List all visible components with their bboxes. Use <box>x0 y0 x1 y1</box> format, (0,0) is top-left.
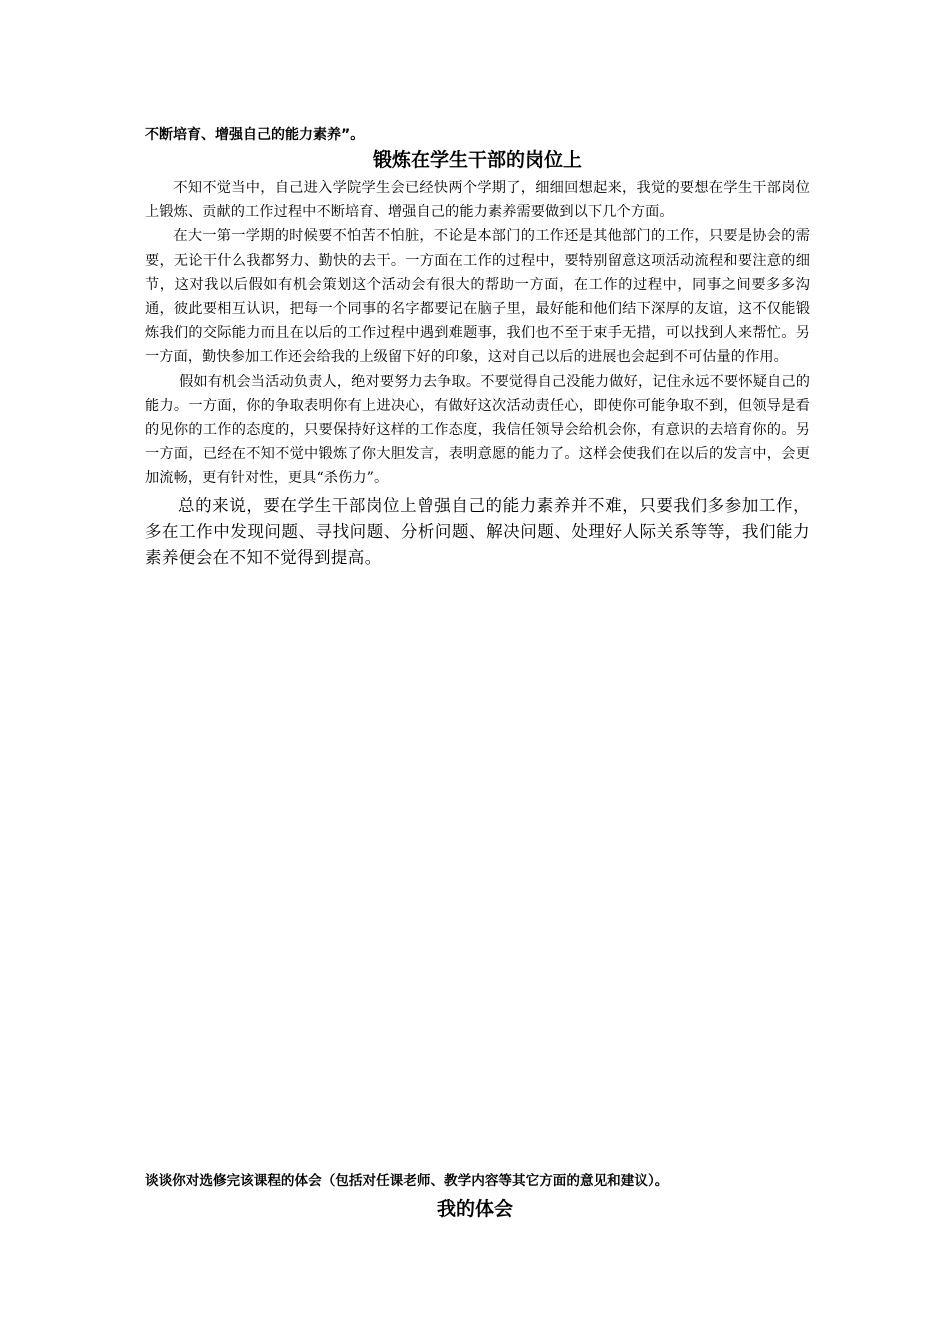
essay-section <box>145 124 810 571</box>
section-title: 锻炼在学生干部的岗位上 <box>372 149 582 171</box>
paragraph-3: 假如有机会当活动负责人，绝对要努力去争取。不要觉得自己没能力做好，记住永远不要怀疑自己的能力。一方面，你的争取表明你有上进决心，有做好这次活动责任心，即使你可能争取不到，但领导是看的见你的工作的态度的，只要保持好这样的工作态度，我信任领导会给机会你，有意识的去培育你的。另一方面，已经在不知不觉中锻炼了你大胆发言，表明意愿的能力了。这样会使我们在以后的发言中，会更加流畅，更有针对性，更具“杀伤力”。 <box>145 373 810 487</box>
reflection-title: 我的体会 <box>436 1198 513 1220</box>
paragraph-4: 总的来说，要在学生干部岗位上曾强自己的能力素养并不难，只要我们多参加工作，多在工作中发现问题、寻找问题、分析问题、解决问题、处理好人际关系等等，我们能力素养便会在不知不觉得到提高。 <box>145 495 810 567</box>
paragraph-1: 不知不觉当中，自己进入学院学生会已经快两个学期了，细细回想起来，我觉的要想在学生干部岗位上锻炼、贡献的工作过程中不断培育、增强自己的能力素养需要做到以下几个方面。 <box>145 180 810 221</box>
lead-line: 不断培育、增强自己的能力素养”。 <box>145 127 365 143</box>
reflection-section <box>145 1170 805 1224</box>
reflection-question: 谈谈你对选修完该课程的体会（包括对任课老师、教学内容等其它方面的意见和建议）。 <box>145 1173 669 1189</box>
paragraph-2: 在大一第一学期的时候要不怕苦不怕脏，不论是本部门的工作还是其他部门的工作，只要是协会的需要，无论干什么我都努力、勤快的去干。一方面在工作的过程中，要特别留意这项活动流程和要注意的细节，这对我以后假如有机会策划这个活动会有很大的帮助一方面，在工作的过程中，同事之间要多多沟通，彼此要相互认识，把每一个同事的名字都要记在脑子里，最好能和他们结下深厚的友谊，这不仅能锻炼我们的交际能力而且在以后的工作过程中遇到难题事，我们也不至于束手无措，可以找到人来帮忙。另一方面，勤快参加工作还会给我的上级留下好的印象，这对自己以后的进展也会起到不可估量的作用。 <box>145 228 810 366</box>
